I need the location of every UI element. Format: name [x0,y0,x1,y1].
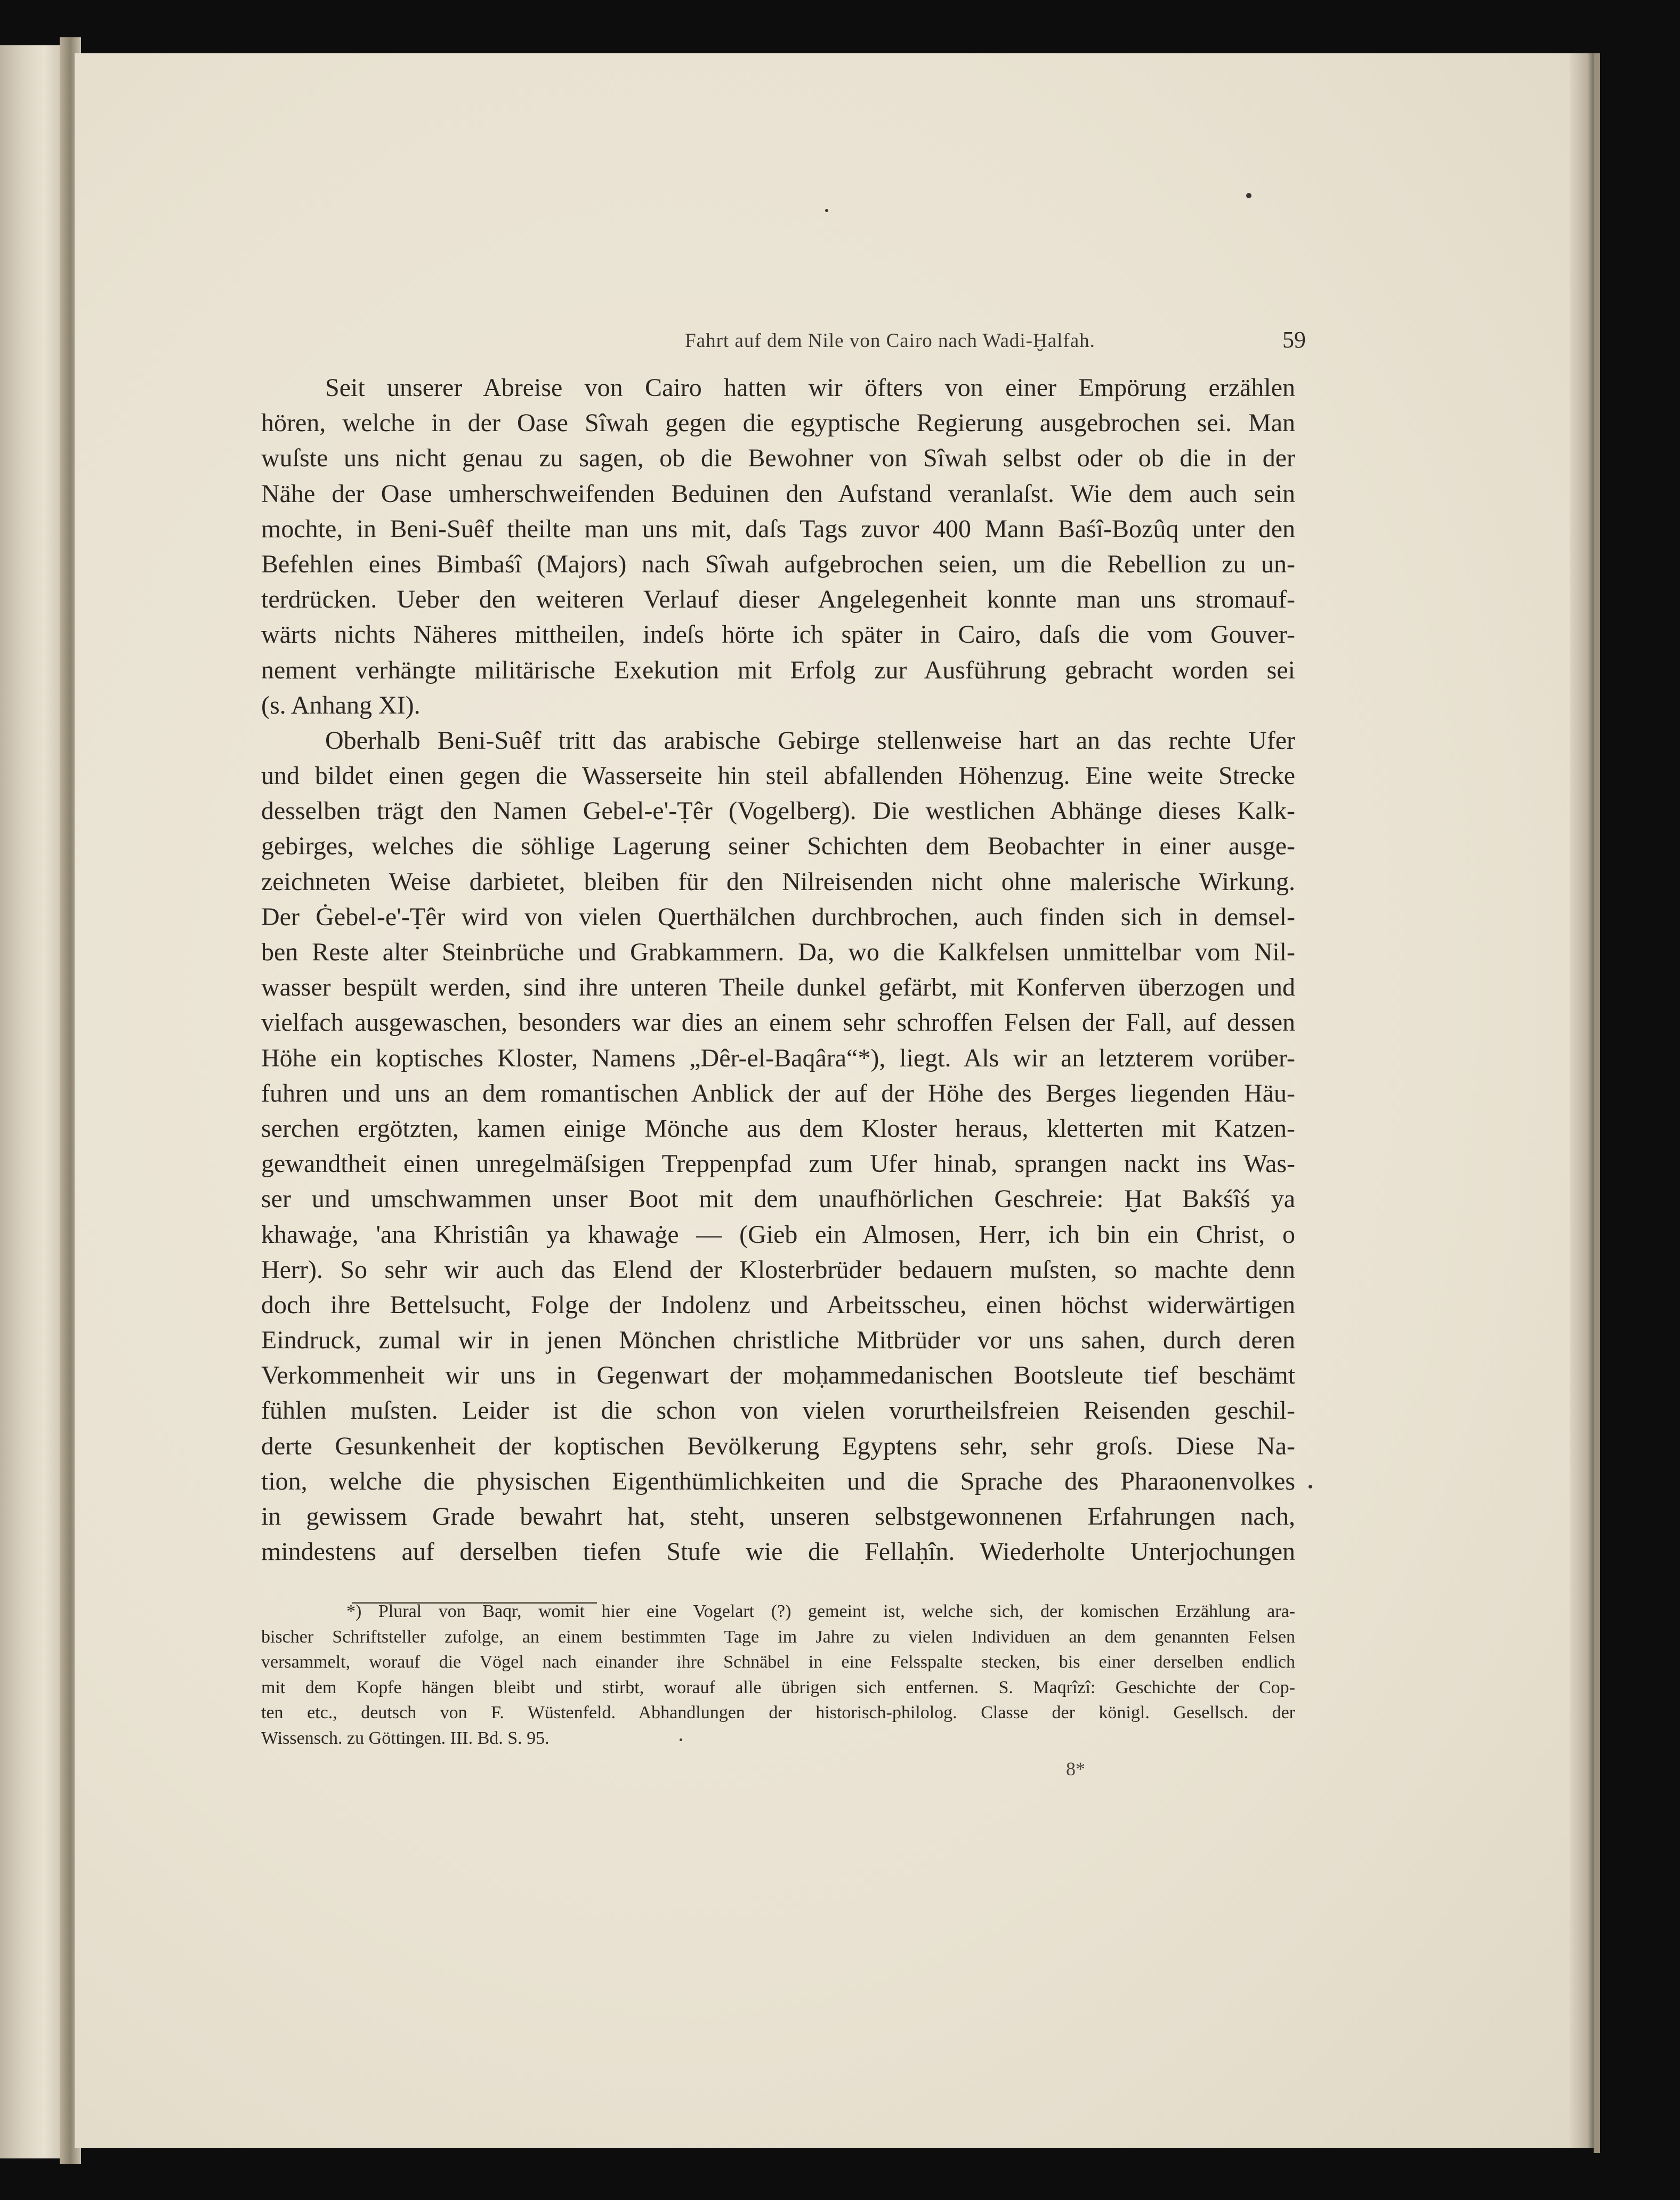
text-line: fühlen muſsten. Leider ist die schon von vielen vorurtheilsfreien Reisenden geschil- [261,1396,1295,1425]
text-line: gebirges, welches die söhlige Lagerung seiner Schichten dem Beobachter in einer ausge- [261,832,1295,861]
text-line: ben Reste alter Steinbrüche und Grabkammern. Da, wo die Kalkfelsen unmittelbar vom Nil- [261,938,1295,966]
page-number: 59 [1282,327,1306,353]
text-line: desselben trägt den Namen Gebel-e'-Ṭêr (Vogelberg). Die westlichen Abhänge dieses Kalk- [261,797,1295,826]
text-line: Höhe ein koptisches Kloster, Namens „Dêr-el-Baqâra“*), liegt. Als wir an letzterem vorüber- [261,1044,1295,1072]
text-line: ser und umschwammen unser Boot mit dem unaufhörlichen Geschreie: Ḫat Bakśîś ya [261,1185,1295,1214]
footnote-line: versammelt, worauf die Vögel nach einander ihre Schnäbel in eine Felsspalte stecken, bis einer derselben endlich [261,1652,1295,1672]
text-line: in gewissem Grade bewahrt hat, steht, unseren selbstgewonnenen Erfahrungen nach, [261,1502,1295,1531]
text-line: Nähe der Oase umherschweifenden Beduinen den Aufstand veranlaſst. Wie dem auch sein [261,479,1295,508]
footnote-line: mit dem Kopfe hängen bleibt und stirbt, worauf alle übrigen sich entfernen. S. Maqrîzî: Geschichte der Cop- [261,1677,1295,1697]
text-line: Herr). So sehr wir auch das Elend der Klosterbrüder bedauern muſsten, so machte denn [261,1255,1295,1284]
text-line: serchen ergötzten, kamen einige Mönche aus dem Kloster heraus, kletterten mit Katzen- [261,1114,1295,1143]
paper-speck [825,209,828,212]
text-line: Seit unserer Abreise von Cairo hatten wir öfters von einer Empörung erzählen [325,374,1295,402]
paper-speck [1309,1485,1312,1489]
footnote-line: bischer Schriftsteller zufolge, an einem bestimmten Tage im Jahre zu vielen Individuen an dem genannten Felsen [261,1627,1295,1647]
text-line: nement verhängte militärische Exekution mit Erfolg zur Ausführung gebracht worden sei [261,656,1295,684]
body-text [261,370,1295,1570]
text-line: hören, welche in der Oase Sîwah gegen die egyptische Regierung ausgebrochen sei. Man [261,409,1295,438]
text-line: und bildet einen gegen die Wasserseite hin steil abfallenden Höhenzug. Eine weite Strecke [261,762,1295,790]
text-line: Oberhalb Beni-Suêf tritt das arabische Gebirge stellenweise hart an das rechte Ufer [325,726,1295,755]
paper-speck [1246,193,1251,198]
text-line: terdrücken. Ueber den weiteren Verlauf dieser Angelegenheit konnte man uns stromauf- [261,585,1295,614]
text-line: Der Ġebel-e'-Ṭêr wird von vielen Querthälchen durchbrochen, auch finden sich in demsel- [261,902,1295,931]
text-line: mindestens auf derselben tiefen Stufe wie die Fellaḥîn. Wiederholte Unterjochungen [261,1538,1295,1566]
text-line: doch ihre Bettelsucht, Folge der Indolenz und Arbeitsscheu, einen höchst widerwärtigen [261,1290,1295,1319]
text-line: wuſste uns nicht genau zu sagen, ob die Bewohner von Sîwah selbst oder ob die in der [261,444,1295,473]
footnote-line: ten etc., deutsch von F. Wüstenfeld. Abhandlungen der historisch-philolog. Classe der königl. Gesellsch. der [261,1703,1295,1722]
text-line: wärts nichts Näheres mittheilen, indeſs hörte ich später in Cairo, daſs die vom Gouver- [261,620,1295,649]
footnote-line: Wissensch. zu Göttingen. III. Bd. S. 95. [261,1728,550,1748]
text-line: gewandtheit einen unregelmäſsigen Treppenpfad zum Ufer hinab, sprangen nackt ins Was- [261,1150,1295,1178]
text-line: Befehlen eines Bimbaśî (Majors) nach Sîwah aufgebrochen seien, um die Rebellion zu un- [261,549,1295,578]
footnote-line: *) Plural von Baqr, womit hier eine Vogelart (?) gemeint ist, welche sich, der komischen Erzählung ara- [346,1602,1295,1621]
text-line: Verkommenheit wir uns in Gegenwart der moḥammedanischen Bootsleute tief beschämt [261,1361,1295,1390]
text-line: (s. Anhang XI). [261,691,421,719]
running-title: Fahrt auf dem Nile von Cairo nach Wadi-Ḫalfah. [685,330,1095,352]
text-line: derte Gesunkenheit der koptischen Bevölkerung Egyptens sehr, sehr groſs. Diese Na- [261,1431,1295,1460]
footnote [261,1599,1295,1751]
text-line: vielfach ausgewaschen, besonders war dies an einem sehr schroffen Felsen der Fall, auf dessen [261,1008,1295,1037]
facing-page-edge [0,45,63,2158]
text-line: mochte, in Beni-Suêf theilte man uns mit, daſs Tags zuvor 400 Mann Baśî-Bozûq unter den [261,514,1295,543]
text-line: zeichneten Weise darbietet, bleiben für den Nilreisenden nicht ohne malerische Wirkung. [261,867,1295,896]
text-line: khawaġe, 'ana Khristiân ya khawaġe — (Gieb ein Almosen, Herr, ich bin ein Christ, o [261,1220,1295,1249]
text-line: fuhren und uns an dem romantischen Anblick der auf der Höhe des Berges liegenden Häu- [261,1079,1295,1107]
text-line: tion, welche die physischen Eigenthümlichkeiten und die Sprache des Pharaonenvolkes [261,1467,1295,1495]
cover-edge [1594,53,1600,2153]
signature-mark: 8* [1066,1758,1085,1780]
text-line: Eindruck, zumal wir in jenen Mönchen christliche Mitbrüder vor uns sahen, durch deren [261,1326,1295,1355]
text-line: wasser bespült werden, sind ihre unteren Theile dunkel gefärbt, mit Konferven überzogen und [261,973,1295,1002]
